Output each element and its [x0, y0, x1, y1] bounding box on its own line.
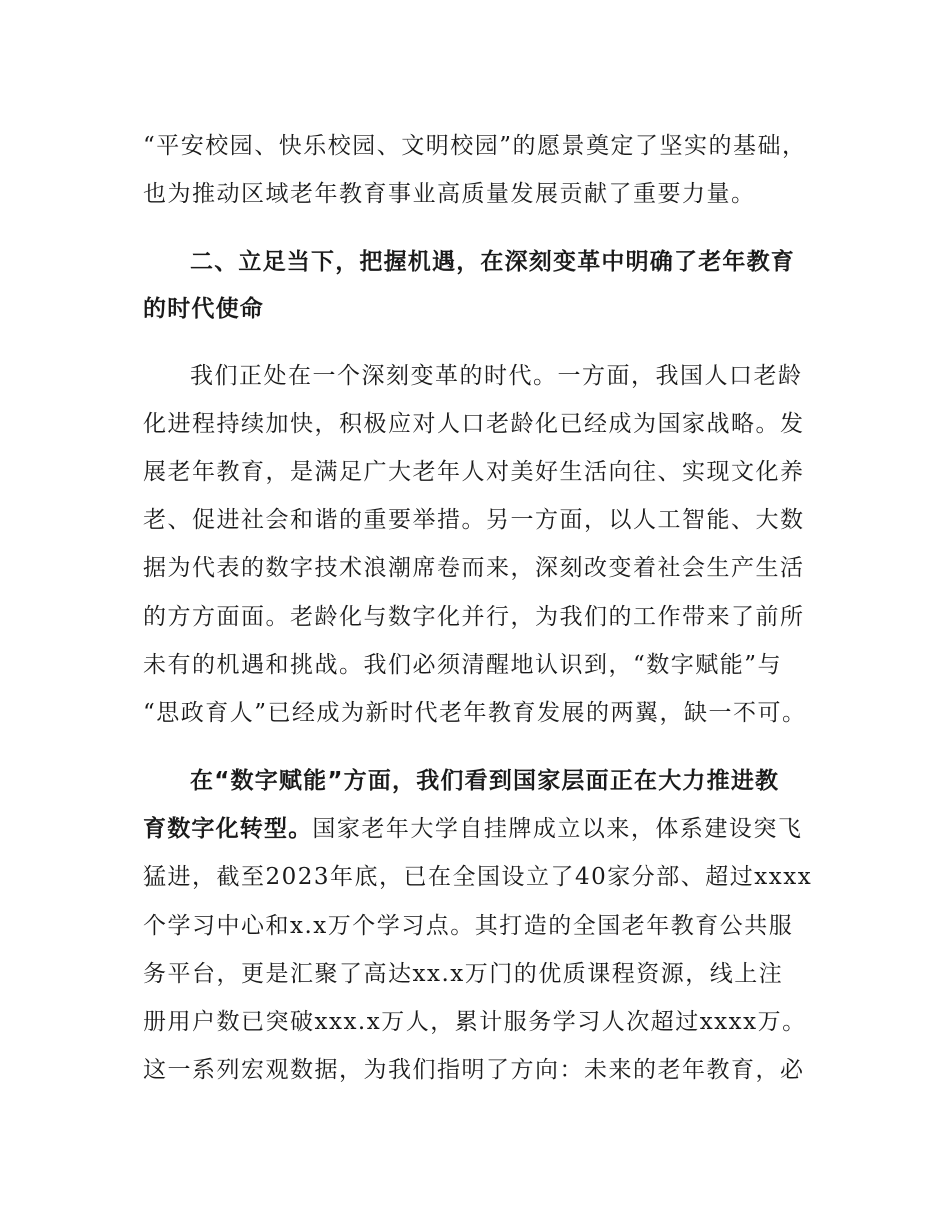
paragraph-3-line-6: 册用户数已突破xxx.x万人，累计服务学习人次超过xxxx万。 — [143, 1009, 807, 1035]
paragraph-3-line-7: 这一系列宏观数据，为我们指明了方向：未来的老年教育，必 — [143, 1057, 805, 1083]
paragraph-2-line-7: 未有的机遇和挑战。我们必须清醒地认识到，“数字赋能”与 — [143, 652, 783, 678]
paragraph-2-line-4: 老、促进社会和谐的重要举措。另一方面，以人工智能、大数 — [143, 507, 805, 533]
paragraph-2-line-6: 的方方面面。老龄化与数字化并行，为我们的工作带来了前所 — [143, 604, 805, 630]
paragraph-3-line-5: 务平台，更是汇聚了高达xx.x万门的优质课程资源，线上注 — [143, 961, 784, 987]
paragraph-2-line-3: 展老年教育，是满足广大老年人对美好生活向往、实现文化养 — [143, 459, 805, 485]
paragraph-2-line-2: 化进程持续加快，积极应对人口老龄化已经成为国家战略。发 — [143, 411, 805, 437]
paragraph-1-line-2: 也为推动区域老年教育事业高质量发展贡献了重要力量。 — [143, 181, 756, 207]
section-2-heading-line-1: 二、立足当下，把握机遇，在深刻变革中明确了老年教育 — [190, 249, 795, 275]
paragraph-3-line-3: 猛进，截至2023年底，已在全国设立了40家分部、超过xxxx — [143, 864, 813, 890]
paragraph-3-line-2 — [143, 809, 802, 849]
paragraph-3-line-4: 个学习中心和x.x万个学习点。其打造的全国老年教育公共服 — [143, 913, 794, 939]
paragraph-2-line-5: 据为代表的数字技术浪潮席卷而来，深刻改变着社会生产生活 — [143, 555, 805, 581]
paragraph-3-line-2-rest: 国家老年大学自挂牌成立以来，体系建设突飞 — [312, 816, 803, 842]
paragraph-3-line-1: 在“数字赋能”方面，我们看到国家层面正在大力推进教 — [190, 768, 780, 794]
paragraph-3-bold-run: 育数字化转型。 — [143, 816, 313, 842]
section-2-heading-line-2: 的时代使命 — [143, 296, 264, 322]
paragraph-2-line-1: 我们正处在一个深刻变革的时代。一方面，我国人口老龄 — [190, 363, 803, 389]
paragraph-1-line-1: “平安校园、快乐校园、文明校园”的愿景奠定了坚实的基础， — [143, 133, 807, 159]
paragraph-2-line-8: “思政育人”已经成为新时代老年教育发展的两翼，缺一不可。 — [143, 700, 807, 726]
